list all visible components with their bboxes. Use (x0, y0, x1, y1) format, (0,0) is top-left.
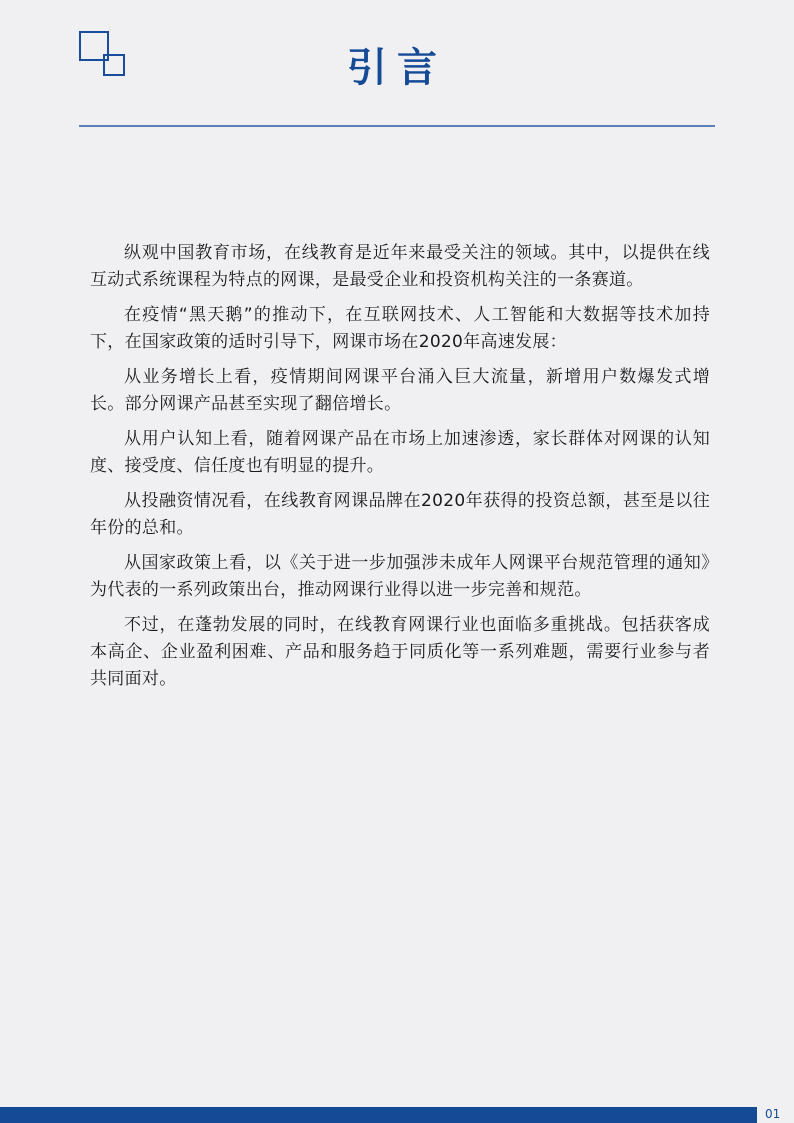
page-title: 引言 (347, 45, 447, 91)
body-content (90, 240, 710, 701)
paragraph: 从投融资情况看，在线教育网课品牌在2020年获得的投资总额，甚至是以往年份的总和。 (90, 491, 710, 538)
paragraph: 从用户认知上看，随着网课产品在市场上加速渗透，家长群体对网课的认知度、接受度、信任度也有明显的提升。 (90, 429, 710, 476)
footer-bar (0, 1107, 757, 1123)
paragraph: 在疫情“黑天鹅”的推动下，在互联网技术、人工智能和大数据等技术加持下，在国家政策的适时引导下，网课市场在2020年高速发展： (90, 305, 710, 352)
paragraph: 从国家政策上看，以《关于进一步加强涉未成年人网课平台规范管理的通知》为代表的一系列政策出台，推动网课行业得以进一步完善和规范。 (90, 553, 710, 600)
header-divider (79, 125, 715, 127)
paragraph: 纵观中国教育市场，在线教育是近年来最受关注的领域。其中，以提供在线互动式系统课程为特点的网课，是最受企业和投资机构关注的一条赛道。 (90, 243, 710, 290)
page-number: 01 (765, 1107, 781, 1121)
paragraph: 不过，在蓬勃发展的同时，在线教育网课行业也面临多重挑战。包括获客成本高企、企业盈利困难、产品和服务趋于同质化等一系列难题，需要行业参与者共同面对。 (90, 615, 710, 689)
paragraph: 从业务增长上看，疫情期间网课平台涌入巨大流量，新增用户数爆发式增长。部分网课产品甚至实现了翻倍增长。 (90, 367, 710, 414)
